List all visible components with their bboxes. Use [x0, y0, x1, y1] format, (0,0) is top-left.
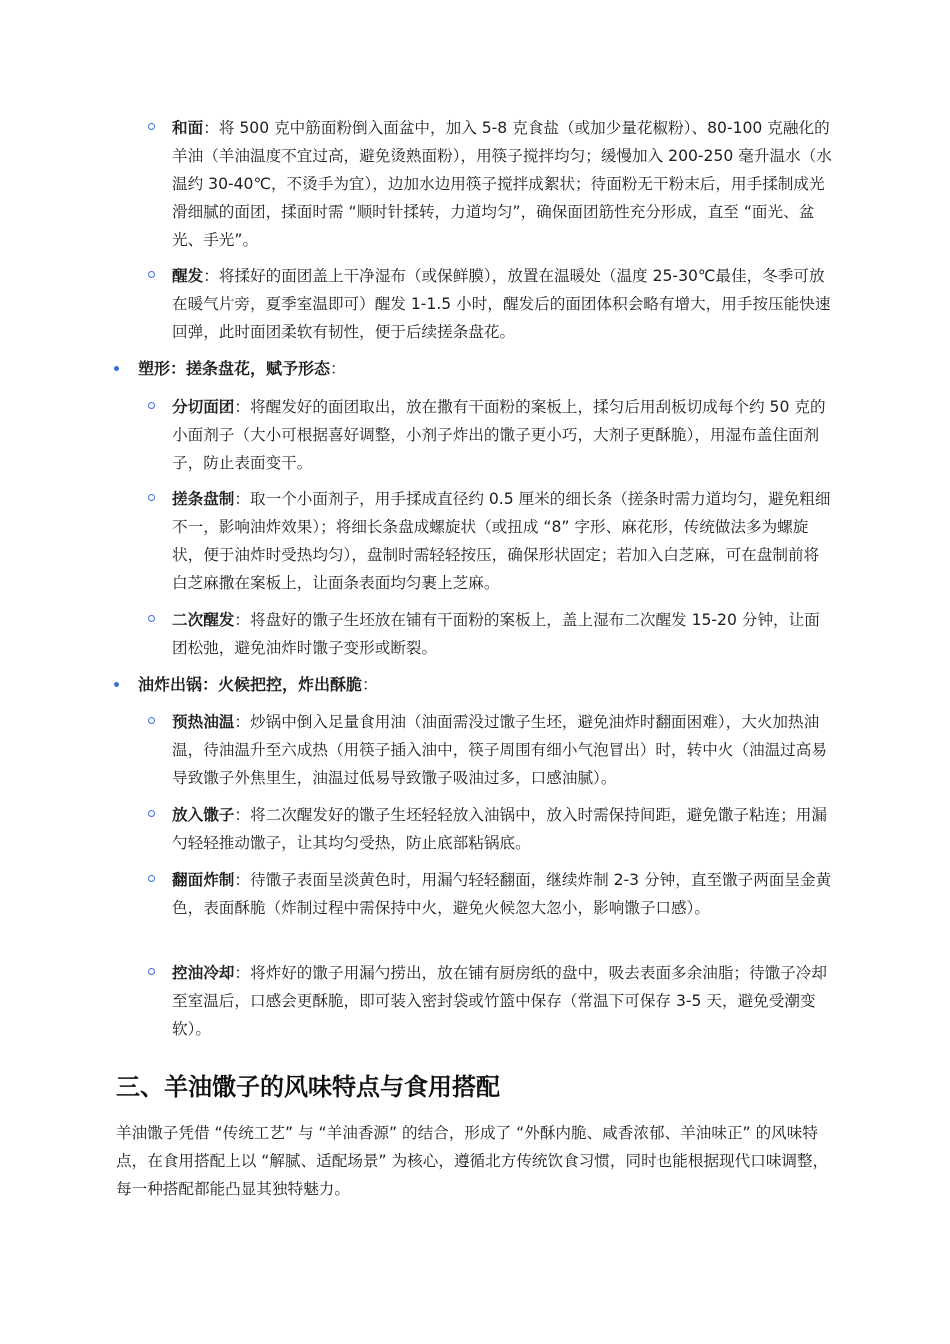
hollow-bullet-icon — [148, 271, 155, 278]
item-text: 待馓子表面呈淡黄色时，用漏勺轻轻翻面，继续炸制 2-3 分钟，直至馓子两面呈金黄色，表面酥脆（炸制过程中需保持中火，避免火候忽大忽小，影响馓子口感）。 — [172, 871, 832, 917]
item-sep: ： — [203, 119, 219, 137]
item-term: 分切面团 — [172, 398, 235, 416]
item-text: 炒锅中倒入足量食用油（油面需没过馓子生坯，避免油炸时翻面困难），大火加热油温，待油温升至六成热（用筷子插入油中，筷子周围有细小气泡冒出）时，转中火（油温过高易导致馓子外焦里生，油温过低易导致馓子吸油过多，口感油腻）。 — [172, 713, 827, 787]
hollow-bullet-icon — [148, 123, 155, 130]
item-term: 预热油温 — [172, 713, 235, 731]
item-text: 将盘好的馓子生坯放在铺有干面粉的案板上，盖上湿布二次醒发 15-20 分钟，让面团松弛，避免油炸时馓子变形或断裂。 — [172, 611, 820, 657]
section-sep: ： — [362, 675, 379, 694]
list-item-fangru — [172, 801, 834, 857]
item-sep: ： — [234, 964, 250, 982]
item-text: 将 500 克中筋面粉倒入面盆中，加入 5-8 克食盐（或加少量花椒粉）、80-100 克融化的羊油（羊油温度不宜过高，避免烫熟面粉），用筷子搅拌均匀；缓慢加入 200-250 毫升温水（水温约 30-40℃，不烫手为宜），边加水边用筷子搅拌成絮状；待面粉无干粉末后，用手揉制成光滑细腻的面团，揉面时需 “顺时针揉转，力道均匀”，确保面团筋性充分形成，直至 “面光、盆光、手光”。 — [172, 119, 832, 249]
item-term: 二次醒发 — [172, 611, 235, 629]
hollow-bullet-icon — [148, 402, 155, 409]
hollow-bullet-icon — [148, 717, 155, 724]
item-text: 将炸好的馓子用漏勺捞出，放在铺有厨房纸的盘中，吸去表面多余油脂；待馓子冷却至室温后，口感会更酥脆，即可装入密封袋或竹篮中保存（常温下可保存 3-5 天，避免受潮变软）。 — [172, 964, 827, 1038]
section-youzha — [138, 671, 838, 699]
list-item-xingfa — [172, 262, 834, 346]
item-sep: ： — [203, 267, 219, 285]
section-sep: ： — [330, 359, 347, 378]
section-suxing — [138, 355, 838, 383]
list-item-yure — [172, 708, 834, 792]
item-term: 醒发 — [172, 267, 204, 285]
hollow-bullet-icon — [148, 875, 155, 882]
item-sep: ： — [234, 611, 250, 629]
item-text: 将揉好的面团盖上干净湿布（或保鲜膜），放置在温暖处（温度 25-30℃最佳，冬季可放在暖气片旁，夏季室温即可）醒发 1-1.5 小时，醒发后的面团体积会略有增大，用手按压能快速回弹，此时面团柔软有韧性，便于后续搓条盘花。 — [172, 267, 831, 341]
list-item-hemian — [172, 114, 834, 254]
list-item-cuotiao — [172, 485, 834, 597]
solid-bullet-icon — [114, 366, 119, 371]
list-item-kongyou — [172, 959, 834, 1043]
item-term: 控油冷却 — [172, 964, 235, 982]
item-text: 取一个小面剂子，用手揉成直径约 0.5 厘米的细长条（搓条时需力道均匀，避免粗细不一，影响油炸效果）；将细长条盘成螺旋状（或扭成 “8” 字形、麻花形，传统做法多为螺旋状，便于油炸时受热均匀），盘制时需轻轻按压，确保形状固定；若加入白芝麻，可在盘制前将白芝麻撒在案板上，让面条表面均匀裹上芝麻。 — [172, 490, 831, 592]
hollow-bullet-icon — [148, 810, 155, 817]
item-term: 搓条盘制 — [172, 490, 235, 508]
item-sep: ： — [234, 490, 250, 508]
item-sep: ： — [234, 871, 250, 889]
section-heading: 三、羊油馓子的风味特点与食用搭配 — [116, 1073, 500, 1101]
section-title: 塑形：搓条盘花，赋予形态 — [138, 359, 331, 378]
section-title: 油炸出锅：火候把控，炸出酥脆 — [138, 675, 363, 694]
item-text: 将二次醒发好的馓子生坯轻轻放入油锅中，放入时需保持间距，避免馓子粘连；用漏勺轻轻推动馓子，让其均匀受热，防止底部粘锅底。 — [172, 806, 827, 852]
item-sep: ： — [234, 713, 250, 731]
list-item-erci — [172, 606, 834, 662]
hollow-bullet-icon — [148, 968, 155, 975]
item-term: 翻面炸制 — [172, 871, 235, 889]
hollow-bullet-icon — [148, 615, 155, 622]
item-term: 和面 — [172, 119, 204, 137]
list-item-fenqie — [172, 393, 834, 477]
item-term: 放入馓子 — [172, 806, 235, 824]
list-item-fanmian — [172, 866, 834, 922]
intro-paragraph: 羊油馓子凭借 “传统工艺” 与 “羊油香源” 的结合，形成了 “外酥内脆、咸香浓郁、羊油味正” 的风味特点，在食用搭配上以 “解腻、适配场景” 为核心，遵循北方传统饮食习惯，同时也能根据现代口味调整，每一种搭配都能凸显其独特魅力。 — [116, 1124, 829, 1198]
item-sep: ： — [234, 806, 250, 824]
solid-bullet-icon — [114, 682, 119, 687]
hollow-bullet-icon — [148, 494, 155, 501]
item-text: 将醒发好的面团取出，放在撒有干面粉的案板上，揉匀后用刮板切成每个约 50 克的小面剂子（大小可根据喜好调整，小剂子炸出的馓子更小巧，大剂子更酥脆），用湿布盖住面剂子，防止表面变干。 — [172, 398, 826, 472]
item-sep: ： — [234, 398, 250, 416]
